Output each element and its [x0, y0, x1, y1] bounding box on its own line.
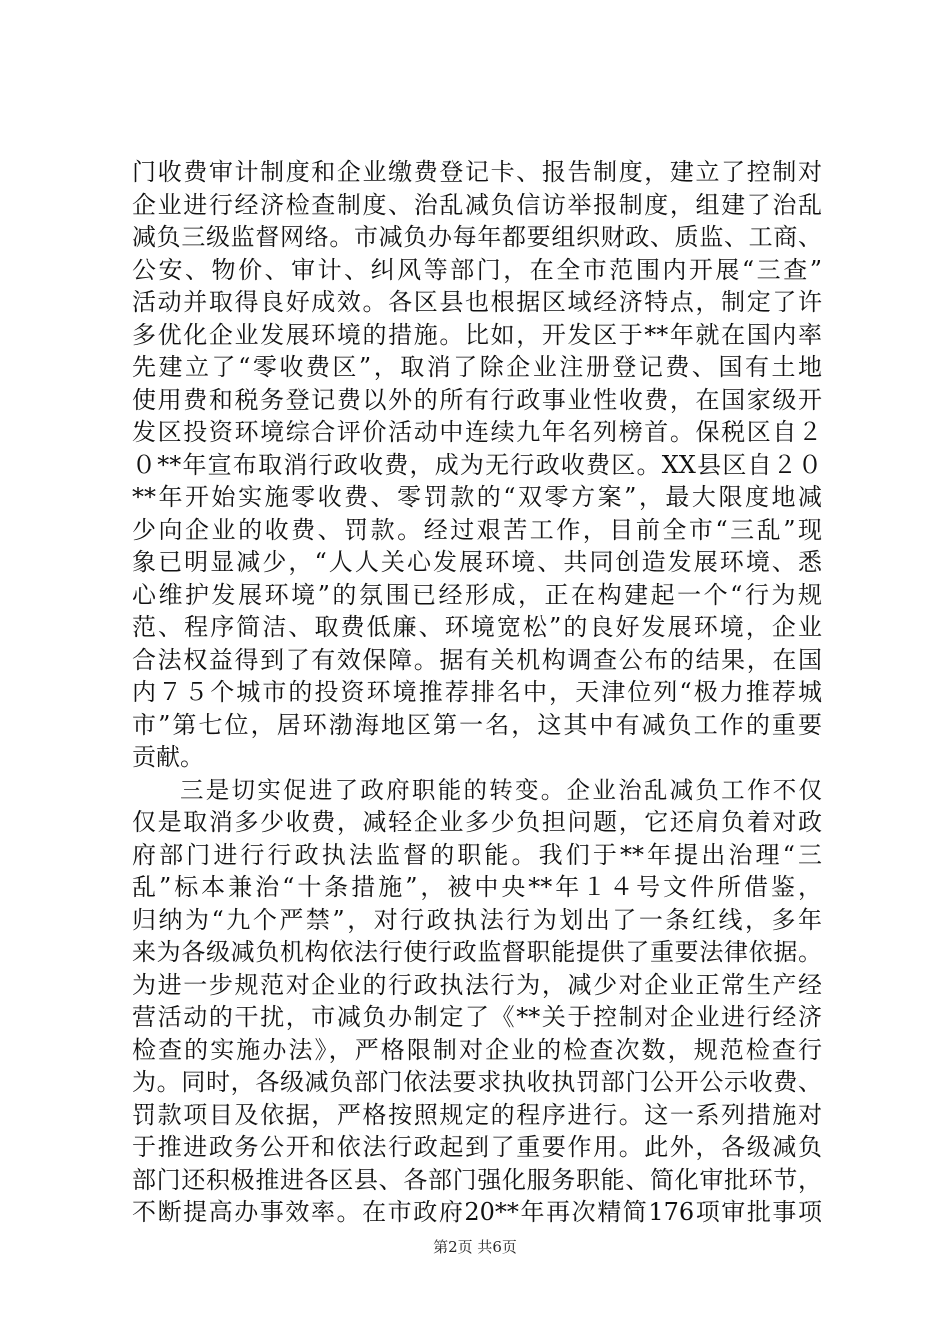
paragraph-first-line: 三是切实促进了政府职能的转变。企业治乱减负工作不仅 [180, 775, 822, 804]
text-line: ０**年宣布取消行政收费，成为无行政收费区。XX县区自２０ [132, 450, 822, 479]
text-line: 贡献。 [132, 743, 204, 771]
text-line: 减负三级监督网络。市减负办每年都要组织财政、质监、工商、 [132, 223, 822, 251]
text-line: 罚款项目及依据，严格按照规定的程序进行。这一系列措施对 [132, 1100, 822, 1129]
text-line: 门收费审计制度和企业缴费登记卡、报告制度，建立了控制对 [132, 158, 822, 186]
text-line: 部门还积极推进各区县、各部门强化服务职能、简化审批环节， [132, 1165, 822, 1194]
text-line: 公安、物价、审计、纠风等部门，在全市范围内开展“三查” [132, 255, 822, 284]
text-line: 合法权益得到了有效保障。据有关机构调查公布的结果，在国 [132, 645, 822, 674]
text-line: **年开始实施零收费、零罚款的“双零方案”，最大限度地减 [132, 483, 822, 511]
text-line: 于推进政务公开和依法行政起到了重要作用。此外，各级减负 [132, 1133, 822, 1161]
text-line: 使用费和税务登记费以外的所有行政事业性收费，在国家级开 [132, 385, 822, 414]
text-line: 营活动的干扰，市减负办制定了《**关于控制对企业进行经济 [132, 1003, 822, 1031]
text-line: 范、程序简洁、取费低廉、环境宽松”的良好发展环境，企业 [132, 613, 822, 641]
text-line: 检查的实施办法》，严格限制对企业的检查次数，规范检查行 [132, 1035, 822, 1064]
text-line: 心维护发展环境”的氛围已经形成，正在构建起一个“行为规 [132, 580, 822, 609]
text-line: 不断提高办事效率。在市政府20**年再次精简176项审批事项 [132, 1198, 822, 1226]
text-line: 少向企业的收费、罚款。经过艰苦工作，目前全市“三乱”现 [132, 515, 822, 544]
text-line: 为。同时，各级减负部门依法要求执收执罚部门公开公示收费、 [132, 1068, 822, 1096]
text-line: 企业进行经济检查制度、治乱减负信访举报制度，组建了治乱 [132, 190, 822, 219]
text-line: 为进一步规范对企业的行政执法行为，减少对企业正常生产经 [132, 970, 822, 999]
page-footer: 第2页 共6页 [433, 1238, 517, 1256]
text-line: 归纳为“九个严禁”，对行政执法行为划出了一条红线，多年 [132, 905, 822, 934]
text-line: 先建立了“零收费区”，取消了除企业注册登记费、国有土地 [132, 353, 822, 381]
text-line: 发区投资环境综合评价活动中连续九年名列榜首。保税区自２ [132, 418, 822, 446]
text-line: 乱”标本兼治“十条措施”，被中央**年１４号文件所借鉴， [132, 873, 822, 901]
body-text [132, 156, 822, 1229]
text-line: 仅是取消多少收费，减轻企业多少负担问题，它还肩负着对政 [132, 808, 822, 836]
text-line: 来为各级减负机构依法行使行政监督职能提供了重要法律依据。 [132, 938, 822, 966]
text-line: 内７５个城市的投资环境推荐排名中，天津位列“极力推荐城 [132, 678, 822, 706]
text-line: 象已明显减少，“人人关心发展环境、共同创造发展环境、悉 [132, 548, 822, 576]
text-line: 多优化企业发展环境的措施。比如，开发区于**年就在国内率 [132, 320, 822, 349]
text-line: 府部门进行行政执法监督的职能。我们于**年提出治理“三 [132, 840, 822, 869]
text-line: 活动并取得良好成效。各区县也根据区域经济特点，制定了许 [132, 288, 822, 316]
text-line: 市”第七位，居环渤海地区第一名，这其中有减负工作的重要 [132, 710, 822, 739]
